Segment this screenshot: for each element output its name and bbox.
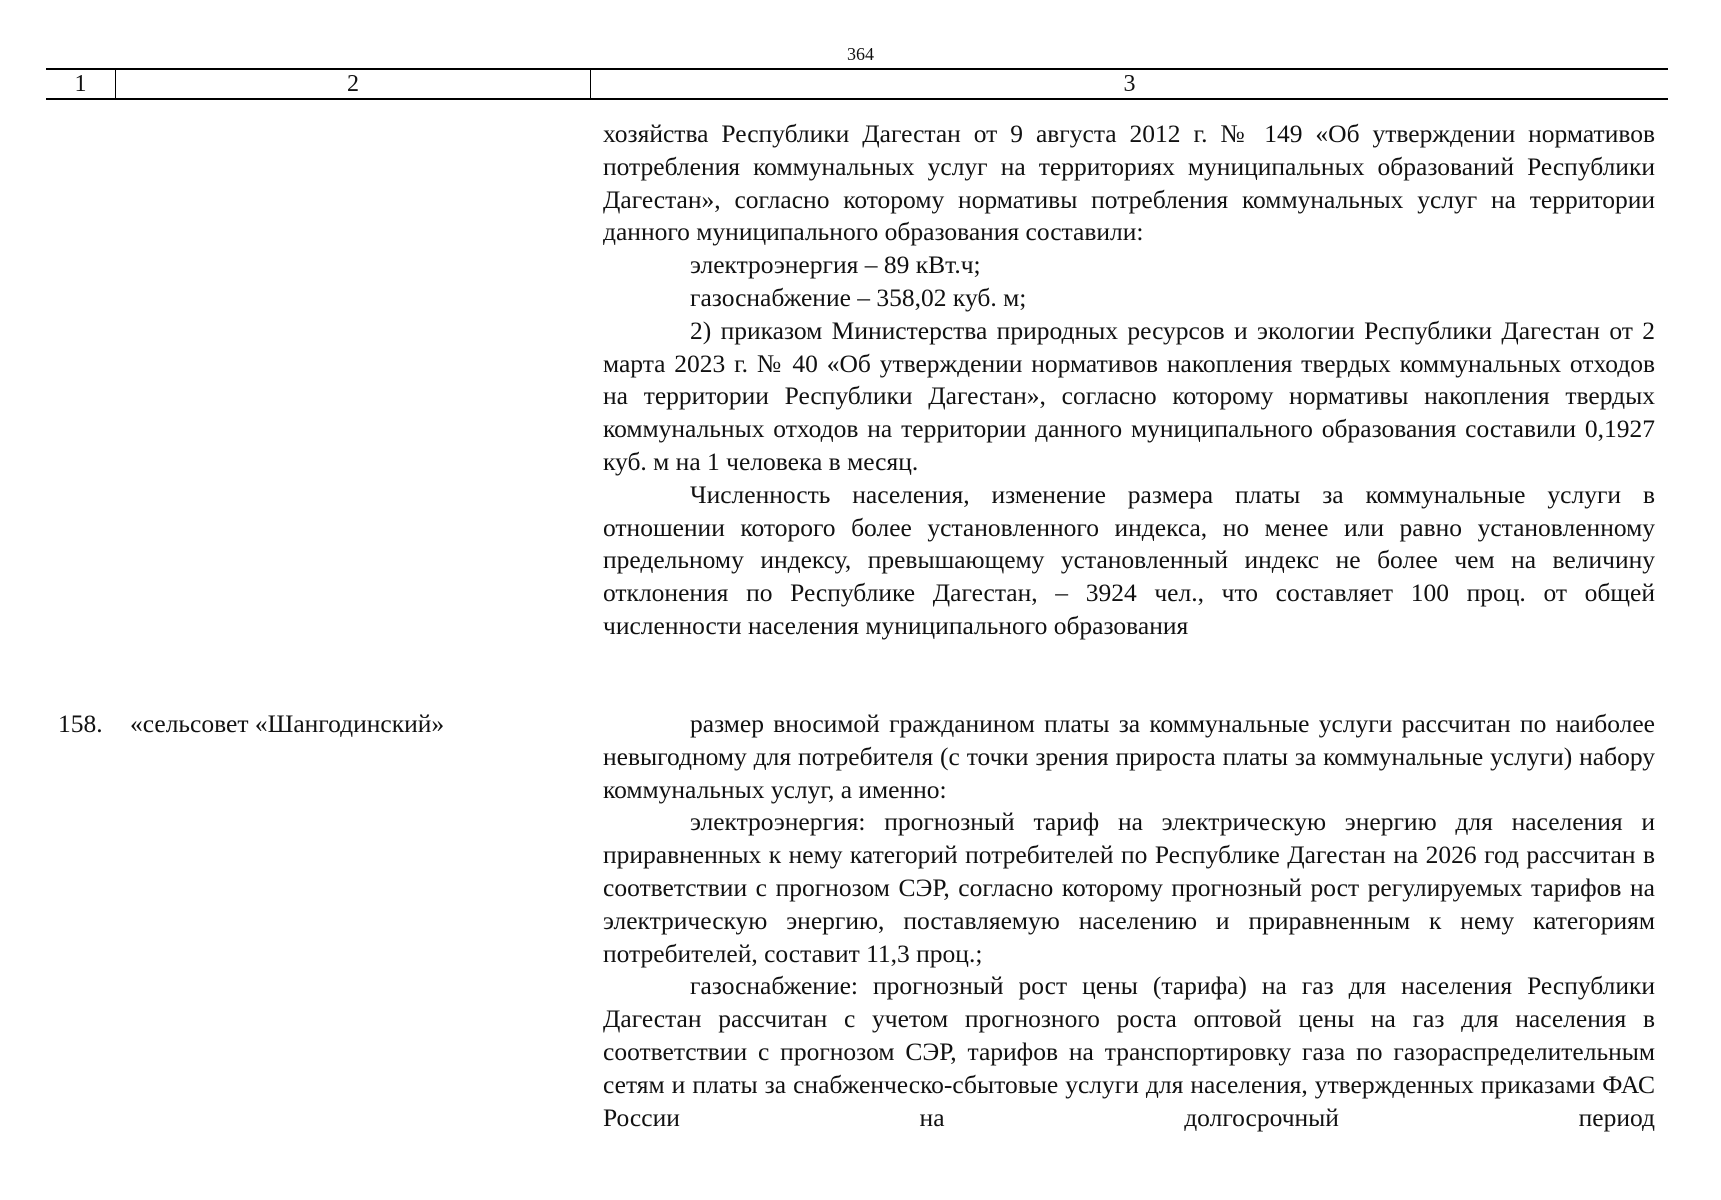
table-header-row — [46, 68, 1668, 100]
paragraph: газоснабжение – 358,02 куб. м; — [690, 282, 1027, 312]
paragraph: Численность населения, изменение размера платы за коммунальные услуги в отношении которого более установленного индекса, но менее или равно установленному предельному индексу, превышающему установленный индекс не более чем на величину отклонения по Республике Дагестан, – 3924 чел., что составляет 100 проц. от общей численности населения муниципального образования — [603, 479, 1655, 640]
paragraph: 2) приказом Министерства природных ресурсов и экологии Республики Дагестан от 2 марта 2023 г. № 40 «Об утверждении нормативов накопления твердых коммунальных отходов на территории Республики Дагестан», согласно которому нормативы накопления твердых коммунальных отходов на территории данного муниципального образования составили 0,1927 куб. м на 1 человека в месяц. — [603, 315, 1655, 476]
row-number: 158. — [58, 709, 103, 738]
paragraph: электроэнергия: прогнозный тариф на электрическую энергию для населения и приравненных к нему категорий потребителей по Республике Дагестан на 2026 год рассчитан в соответствии с прогнозом СЭР, согласно которому прогнозный рост регулируемых тарифов на электрическую энергию, поставляемую населению и приравненным к нему категориям потребителей, составит 11,3 проц.; — [603, 807, 1655, 968]
paragraph: хозяйства Республики Дагестан от 9 августа 2012 г. № 149 «Об утверждении нормативов потребления коммунальных услуг на территориях муниципальных образований Республики Дагестан», согласно которому нормативы потребления коммунальных услуг на территории данного муниципального образования составили: — [603, 119, 1655, 247]
row-158-description — [603, 708, 1655, 1134]
paragraph: размер вносимой гражданином платы за коммунальные услуги рассчитан по наиболее невыгодному для потребителя (с точки зрения прироста платы за коммунальные услуги) набору коммунальных услуг, а именно: — [603, 709, 1655, 804]
municipality-name: «сельсовет «Шангодинский» — [130, 709, 445, 738]
paragraph: газоснабжение: прогнозный рост цены (тарифа) на газ для населения Республики Дагестан рассчитан с учетом прогнозного роста оптовой цены на газ для населения в соответствии с прогнозом СЭР, тарифов на транспортировку газа по газораспределительным сетям и платы за снабженческо-сбытовые услуги для населения, утвержденных приказами ФАС России на долгосрочный период — [603, 971, 1655, 1132]
column-header-3: 3 — [1123, 71, 1136, 97]
page-number: 364 — [847, 44, 874, 64]
column-header-1: 1 — [46, 70, 116, 98]
continued-description — [603, 118, 1655, 643]
column-header-2: 2 — [116, 70, 591, 98]
paragraph: электроэнергия – 89 кВт.ч; — [690, 250, 981, 280]
